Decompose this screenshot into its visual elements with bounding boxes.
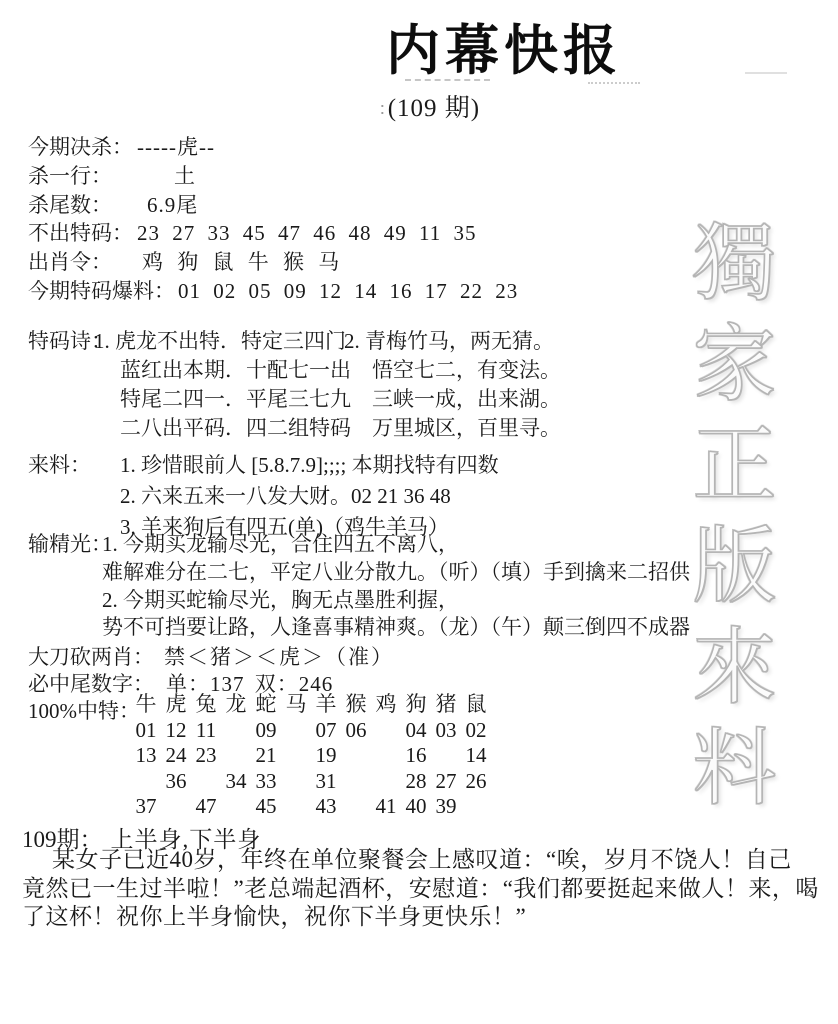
grid-number-cell: 27	[435, 768, 457, 793]
poem-column-1	[94, 327, 351, 443]
lailiao-items	[120, 450, 499, 543]
info-label: 今期决杀：	[28, 135, 133, 159]
grid-number-cell: 47	[195, 794, 217, 818]
grid-number-cell	[191, 769, 221, 795]
poem-line: 1. 虎龙不出特．特定三四门	[94, 329, 346, 353]
grid-number-cell: 33	[255, 768, 277, 793]
info-label: 出肖令：	[28, 250, 112, 275]
grid-number-cell: 04	[405, 717, 427, 742]
halfbody-label: 109期：	[22, 827, 103, 852]
grid-number-cell	[281, 718, 311, 744]
knife-value: 禁＜猪＞＜虎＞（准）	[164, 645, 394, 669]
watermark-vertical-text: 獨家正版來料	[680, 218, 773, 824]
grid-number-cell	[281, 794, 311, 820]
grid-number-cell	[221, 743, 251, 769]
shujingguang-label: 输精光：	[28, 532, 112, 556]
joke-line: 某女子已近40岁，年终在单位聚餐会上感叹道：“唉，岁月不饶人！自己	[52, 847, 792, 872]
grid-number-cell	[281, 769, 311, 795]
shujingguang-line: 2. 今期买蛇输尽光，胸无点墨胜利握，	[102, 587, 459, 612]
grid-number-cell	[371, 743, 401, 769]
zodiac-header-cell: 鸡	[375, 692, 397, 716]
grid-number-cell: 02	[465, 717, 487, 742]
grid-number-cell: 45	[255, 794, 277, 818]
grid-number-cell: 28	[405, 768, 427, 793]
tail-value: 单：137 双：246	[166, 672, 334, 696]
info-label: 杀尾数：	[28, 192, 112, 217]
info-row-shaweishu	[28, 191, 518, 220]
info-row-shayihang	[28, 162, 518, 191]
info-value: 鸡 狗 鼠 牛 猴 马	[142, 250, 341, 275]
grid-number-cell	[431, 743, 461, 769]
info-value: 土	[174, 163, 196, 188]
knife-two-zodiac-row	[28, 641, 394, 671]
info-row-chuxiaoling	[28, 248, 518, 277]
grid-number-cell: 41	[375, 794, 397, 818]
info-section	[28, 133, 518, 306]
shujingguang-lines	[102, 531, 690, 642]
zodiac-header-cell: 鼠	[465, 692, 487, 716]
info-value: 01 02 05 09 12 14 16 17 22 23	[178, 278, 519, 303]
tail-label: 必中尾数字：	[28, 672, 154, 696]
shujingguang-section	[28, 531, 690, 642]
info-row-buchutema	[28, 219, 518, 248]
grid-number-cell: 12	[165, 717, 187, 742]
info-label: 不出特码：	[28, 221, 133, 246]
zodiac-header-cell: 马	[285, 692, 307, 716]
grid-number-cell	[281, 743, 311, 769]
grid-number-cell	[221, 718, 251, 744]
lailiao-item: 2. 六来五来一八发大财。02 21 36 48	[120, 484, 451, 508]
grid-number-cell: 07	[315, 717, 337, 742]
zodiac-header-cell: 龙	[225, 692, 247, 716]
grid-number-cell: 19	[315, 743, 337, 767]
grid-number-cell	[461, 794, 491, 820]
grid-number-cell	[131, 769, 161, 795]
poem-line: 万里城区，百里寻。	[372, 416, 561, 440]
info-row-jueshao	[28, 133, 518, 162]
issue-prefix-mark: ∶	[380, 99, 386, 120]
grid-number-cell: 37	[135, 794, 157, 818]
poem-line: 2. 青梅竹马，两无猜。	[344, 329, 554, 353]
grid-number-cell	[161, 794, 191, 820]
zodiac-header-cell: 牛	[135, 692, 157, 716]
zodiac-header-cell: 虎	[165, 692, 187, 716]
info-value: 23 27 33 45 47 46 48 49 11 35	[137, 221, 477, 246]
grid-number-cell: 01	[135, 717, 157, 742]
grid-number-cell	[341, 794, 371, 820]
shujingguang-line: 难解难分在二七，平定八业分散九。（听）（填）手到擒来二招供	[102, 559, 690, 584]
shujingguang-line: 势不可挡要让路，人逢喜事精神爽。（龙）（午）颠三倒四不成器	[102, 615, 690, 640]
info-label: 今期特码爆料：	[28, 278, 175, 303]
zodiac-header-cell: 猴	[345, 692, 367, 716]
info-value: -----虎--	[137, 135, 215, 159]
joke-line: 了这杯！祝你上半身愉快，祝你下半身更快乐！”	[22, 904, 527, 930]
grid-number-cell: 13	[135, 743, 157, 767]
grid-number-cell: 14	[465, 743, 487, 767]
zodiac-header-cell: 羊	[315, 692, 337, 716]
grid-number-cell: 16	[405, 743, 427, 767]
grid-number-cell	[371, 718, 401, 744]
grid-number-cell: 03	[435, 717, 457, 742]
poem-line: 特尾二四一．平尾三七九	[120, 387, 351, 411]
zodiac-header-cell: 蛇	[255, 692, 277, 716]
lailiao-section	[28, 450, 499, 543]
poem-line: 三峡一成，出来湖。	[372, 387, 561, 411]
grid-number-cell: 21	[255, 743, 277, 767]
grid-number-cell: 23	[195, 743, 217, 767]
grid-number-cell: 06	[345, 717, 367, 742]
lailiao-item: 3. 羊来狗后有四五(单)（鸡牛羊马）	[120, 515, 449, 539]
grid-number-cell	[371, 769, 401, 795]
grid-number-cell: 11	[195, 717, 217, 742]
grid-number-cell	[341, 769, 371, 795]
grid-number-cell	[221, 794, 251, 820]
scan-artifact-dash	[405, 79, 490, 81]
grid-number-cell	[341, 743, 371, 769]
lailiao-label: 来料：	[28, 453, 91, 477]
poem-label: 特码诗：	[28, 329, 112, 353]
grid-number-cell: 43	[315, 794, 337, 818]
scan-artifact-line	[745, 72, 787, 74]
poem-line: 二八出平码．四二组特码	[120, 416, 351, 440]
poem-line: 悟空七二，有变法。	[372, 358, 561, 382]
grid-number-cell: 40	[405, 794, 427, 818]
grid-number-cell: 39	[435, 794, 457, 818]
page-title: 内幕快报	[386, 21, 622, 81]
grid-number-cell: 34	[225, 768, 247, 793]
grid-number-cell: 31	[315, 768, 337, 793]
issue-text: (109 期)	[387, 95, 481, 122]
knife-label: 大刀砍两肖：	[28, 645, 154, 669]
hit-100-label: 100%中特：	[28, 699, 140, 723]
grid-number-cell: 36	[165, 768, 187, 793]
hit-grid	[131, 692, 491, 820]
grid-number-cell: 09	[255, 717, 277, 742]
issue-number	[380, 88, 480, 124]
lailiao-item: 1. 珍惜眼前人 [5.8.7.9];;;; 本期找特有四数	[120, 453, 499, 477]
poem-line: 蓝红出本期．十配七一出	[120, 358, 351, 382]
zodiac-header-cell: 猪	[435, 692, 457, 716]
grid-number-cell: 24	[165, 743, 187, 767]
joke-line: 竟然已一生过半啦！”老总端起酒杯，安慰道：“我们都要挺起来做人！来，喝	[22, 875, 819, 901]
poem-column-2	[344, 327, 561, 443]
info-row-baoliao	[28, 277, 518, 306]
zodiac-header-cell: 兔	[195, 692, 217, 716]
scan-artifact-dots	[588, 82, 640, 84]
shujingguang-line: 1. 今期买龙输尽光，合住四五不离八，	[102, 532, 459, 556]
grid-number-cell: 26	[465, 768, 487, 793]
halfbody-value: 上半身,下半身	[110, 827, 262, 852]
info-label: 杀一行：	[28, 163, 112, 188]
zodiac-header-cell: 狗	[405, 692, 427, 716]
poem-section	[28, 327, 561, 443]
info-value: 6.9尾	[147, 192, 199, 217]
joke-paragraph	[22, 846, 819, 932]
